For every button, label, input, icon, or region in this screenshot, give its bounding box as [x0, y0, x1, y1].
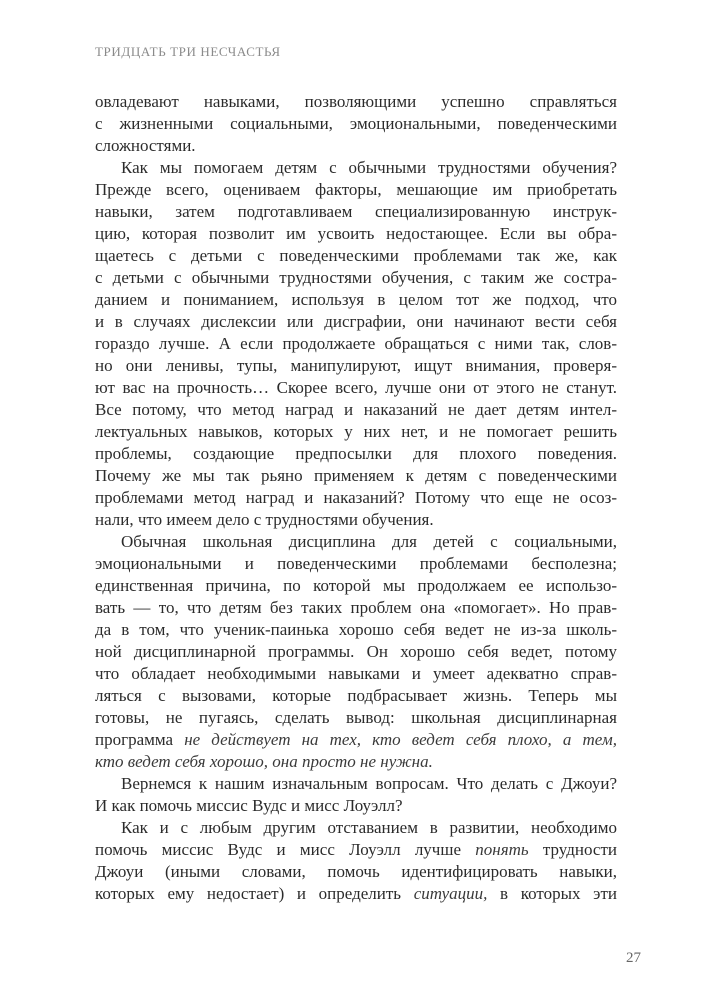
text-segment: ют вас на прочность… Скорее всего, лучше они от этого не станут. — [95, 378, 617, 397]
text-line — [95, 883, 617, 905]
text-line — [95, 355, 617, 377]
text-segment: единственная причина, по которой мы продолжаем ее использо- — [95, 576, 617, 595]
text-segment: ной дисциплинарной программы. Он хорошо себя ведет, потому — [95, 642, 617, 661]
text-segment: с детьми с обычными трудностями обучения, с таким же состра- — [95, 268, 617, 287]
text-line — [95, 399, 617, 421]
text-segment: овладевают навыками, позволяющими успешно справляться — [95, 92, 617, 111]
text-line — [95, 245, 617, 267]
text-segment: Джоуи (иными словами, помочь идентифицировать навыки, — [95, 862, 617, 881]
text-segment: ляться с вызовами, которые подбрасывает жизнь. Теперь мы — [95, 686, 617, 705]
text-line — [95, 773, 617, 795]
text-line — [95, 839, 617, 861]
text-segment: щаетесь с детьми с поведенческими проблемами так же, как — [95, 246, 617, 265]
text-line — [95, 333, 617, 355]
text-segment: гораздо лучше. А если продолжаете обращаться с ними так, слов- — [95, 334, 617, 353]
text-segment: навыки, затем подготавливаем специализированную инструк- — [95, 202, 617, 221]
text-segment: данием и пониманием, используя в целом тот же подход, что — [95, 290, 617, 309]
text-segment: проблемы, создающие предпосылки для плохого поведения. — [95, 444, 617, 463]
text-line — [95, 531, 617, 553]
text-segment: И как помочь миссис Вудс и мисс Лоуэлл? — [95, 796, 403, 815]
text-line — [95, 135, 617, 157]
text-segment: готовы, не пугаясь, сделать вывод: школьная дисциплинарная — [95, 708, 617, 727]
text-segment: вать — то, что детям без таких проблем она «помогает». Но прав- — [95, 598, 617, 617]
text-segment: нали, что имеем дело с трудностями обучения. — [95, 510, 434, 529]
text-line — [95, 861, 617, 883]
text-segment: да в том, что ученик-паинька хорошо себя ведет не из-за школь- — [95, 620, 617, 639]
text-segment: что обладает необходимыми навыками и умеет адекватно справ- — [95, 664, 617, 683]
text-segment: Как мы помогаем детям с обычными трудностями обучения? — [121, 158, 617, 177]
text-segment: сложностями. — [95, 136, 196, 155]
text-segment: в которых эти — [487, 884, 617, 903]
text-line — [95, 729, 617, 751]
italic-text: понять — [475, 840, 529, 859]
text-line — [95, 289, 617, 311]
text-line — [95, 421, 617, 443]
text-segment: цию, которая позволит им усвоить недостающее. Если вы обра- — [95, 224, 617, 243]
text-line — [95, 377, 617, 399]
text-segment: которых ему недостает) и определить — [95, 884, 414, 903]
text-segment: Почему же мы так рьяно применяем к детям с поведенческими — [95, 466, 617, 485]
text-segment: Прежде всего, оцениваем факторы, мешающие им приобретать — [95, 180, 617, 199]
text-segment: Вернемся к нашим изначальным вопросам. Что делать с Джоуи? — [121, 774, 617, 793]
text-line — [95, 179, 617, 201]
text-line — [95, 619, 617, 641]
running-head: ТРИДЦАТЬ ТРИ НЕСЧАСТЬЯ — [95, 44, 281, 59]
text-line — [95, 223, 617, 245]
text-line — [95, 817, 617, 839]
text-segment: но они ленивы, тупы, манипулируют, ищут внимания, проверя- — [95, 356, 617, 375]
text-segment: лектуальных навыков, которых у них нет, и не помогает решить — [95, 422, 617, 441]
text-line — [95, 795, 617, 817]
text-line — [95, 707, 617, 729]
body-text — [95, 91, 617, 905]
text-line — [95, 487, 617, 509]
text-line — [95, 641, 617, 663]
text-line — [95, 443, 617, 465]
text-line — [95, 113, 617, 135]
text-segment: трудности — [528, 840, 617, 859]
text-line — [95, 663, 617, 685]
text-segment: эмоциональными и поведенческими проблемами бесполезна; — [95, 554, 617, 573]
italic-text: кто ведет себя хорошо, она просто не нужна. — [95, 752, 433, 771]
text-segment: с жизненными социальными, эмоциональными, поведенческими — [95, 114, 617, 133]
text-segment: и в случаях дислексии или дисграфии, они начинают вести себя — [95, 312, 617, 331]
text-line — [95, 267, 617, 289]
text-segment: Все потому, что метод наград и наказаний не дает детям интел- — [95, 400, 617, 419]
text-line — [95, 509, 617, 531]
text-segment: программа — [95, 730, 185, 749]
text-segment: Обычная школьная дисциплина для детей с социальными, — [121, 532, 617, 551]
text-line — [95, 311, 617, 333]
text-line — [95, 465, 617, 487]
text-segment: проблемами метод наград и наказаний? Потому что еще не осоз- — [95, 488, 617, 507]
text-line — [95, 91, 617, 113]
italic-text: ситуации, — [413, 884, 488, 903]
text-line — [95, 157, 617, 179]
text-segment: помочь миссис Вудс и мисс Лоуэлл лучше — [95, 840, 476, 859]
text-line — [95, 751, 617, 773]
italic-text: не действует на тех, кто ведет себя плохо, а тем, — [184, 730, 617, 749]
text-line — [95, 597, 617, 619]
page-number: 27 — [626, 950, 641, 966]
text-segment: Как и с любым другим отставанием в развитии, необходимо — [121, 818, 617, 837]
text-line — [95, 201, 617, 223]
text-line — [95, 553, 617, 575]
text-line — [95, 575, 617, 597]
text-line — [95, 685, 617, 707]
